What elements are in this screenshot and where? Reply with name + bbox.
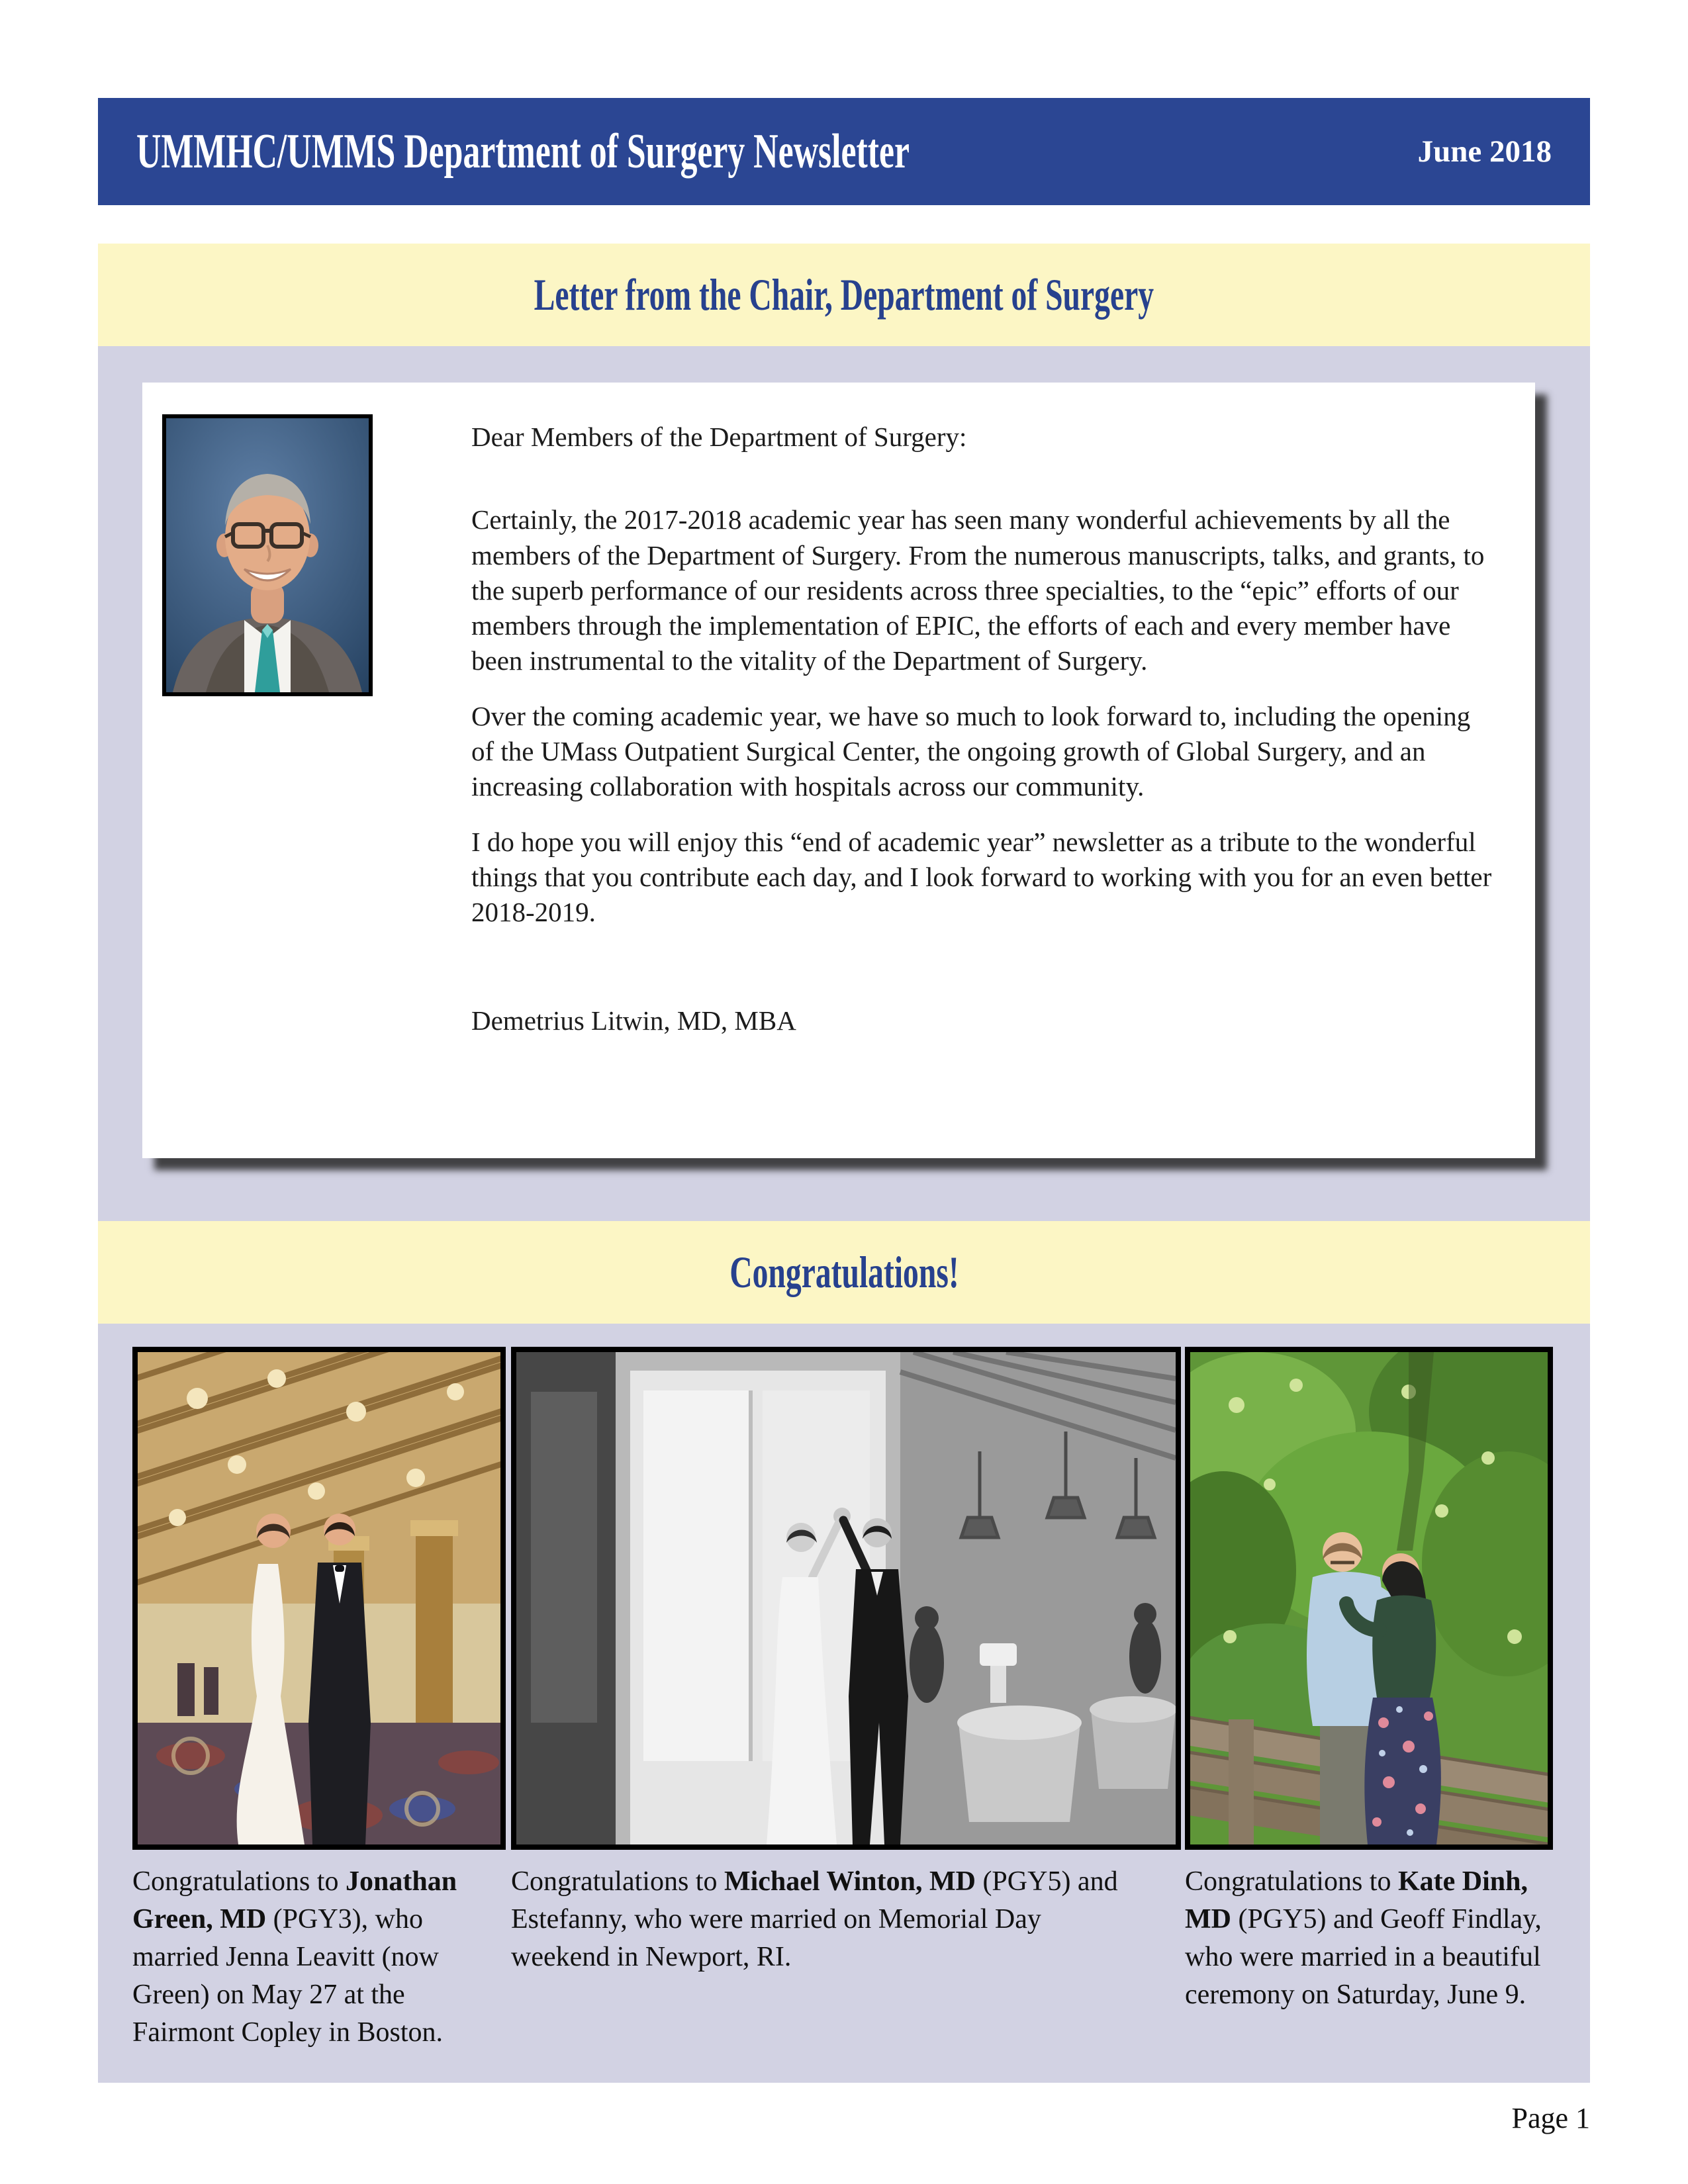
letter-section: [98, 346, 1590, 1221]
wedding-photo-kate-dinh: [1185, 1347, 1553, 1850]
wedding-photo-michael-winton: [511, 1347, 1181, 1850]
letter-signature: Demetrius Litwin, MD, MBA: [471, 1005, 796, 1036]
letter-section-banner: [98, 244, 1590, 346]
caption-name: Kate Dinh, MD: [1185, 1866, 1528, 1935]
letter-banner-title: Letter from the Chair, Department of Surgery: [534, 269, 1154, 320]
letter-paragraph: Over the coming academic year, we have so much to look forward to, including the opening of the UMass Outpatient Surgical Center, the ongoing growth of Global Surgery, and an increasing collaboration with hospitals across our community.: [471, 700, 1471, 802]
page-number: Page 1: [1511, 2102, 1590, 2134]
caption-michael-winton: [511, 1863, 1141, 1976]
header-bar: [98, 98, 1590, 205]
caption-prefix: Congratulations to: [511, 1866, 724, 1897]
wedding-photo-jonathan-green: [132, 1347, 506, 1850]
wedding-photo-1-illustration: [138, 1352, 500, 1844]
caption-name: Michael Winton, MD: [724, 1866, 976, 1897]
caption-kate-dinh: [1185, 1863, 1557, 2014]
caption-prefix: Congratulations to: [132, 1866, 346, 1897]
congratulations-banner-title: Congratulations!: [729, 1247, 959, 1297]
letter-paragraph: I do hope you will enjoy this “end of academic year” newsletter as a tribute to the wonderful things that you contribute each day, and I look forward to working with you for an even better 2018-2019.: [471, 826, 1492, 928]
caption-name: Jonathan Green, MD: [132, 1866, 457, 1935]
letter-salutation: Dear Members of the Department of Surgery:: [471, 422, 967, 452]
issue-date: June 2018: [1417, 134, 1552, 169]
caption-rest: (PGY3), who married Jenna Leavitt (now Green) on May 27 at the Fairmont Copley in Boston.: [132, 1904, 444, 2048]
wedding-photo-3-illustration: [1190, 1352, 1548, 1844]
caption-prefix: Congratulations to: [1185, 1866, 1398, 1897]
newsletter-title: UMMHC/UMMS Department of Surgery Newsletter: [136, 124, 910, 179]
caption-jonathan-green: [132, 1863, 511, 2052]
congratulations-section: [98, 1324, 1590, 2083]
letter-card: [142, 383, 1535, 1158]
congratulations-banner: [98, 1221, 1590, 1324]
chair-portrait-photo: [162, 414, 373, 696]
chair-portrait-illustration: [166, 418, 369, 692]
caption-rest: (PGY5) and Estefanny, who were married on Memorial Day weekend in Newport, RI.: [511, 1866, 1118, 1973]
letter-body: [471, 420, 1496, 1038]
caption-rest: (PGY5) and Geoff Findlay, who were married in a beautiful ceremony on Saturday, June 9.: [1185, 1904, 1542, 2011]
wedding-photo-2-illustration: [516, 1352, 1176, 1844]
letter-paragraph: Certainly, the 2017-2018 academic year has seen many wonderful achievements by all the members of the Department of Surgery. From the numerous manuscripts, talks, and grants, to the superb performance of our residents across three specialties, to the “epic” efforts of our members through the implementation of EPIC, the efforts of each and every member have been instrumental to the vitality of the Department of Surgery.: [471, 504, 1485, 676]
